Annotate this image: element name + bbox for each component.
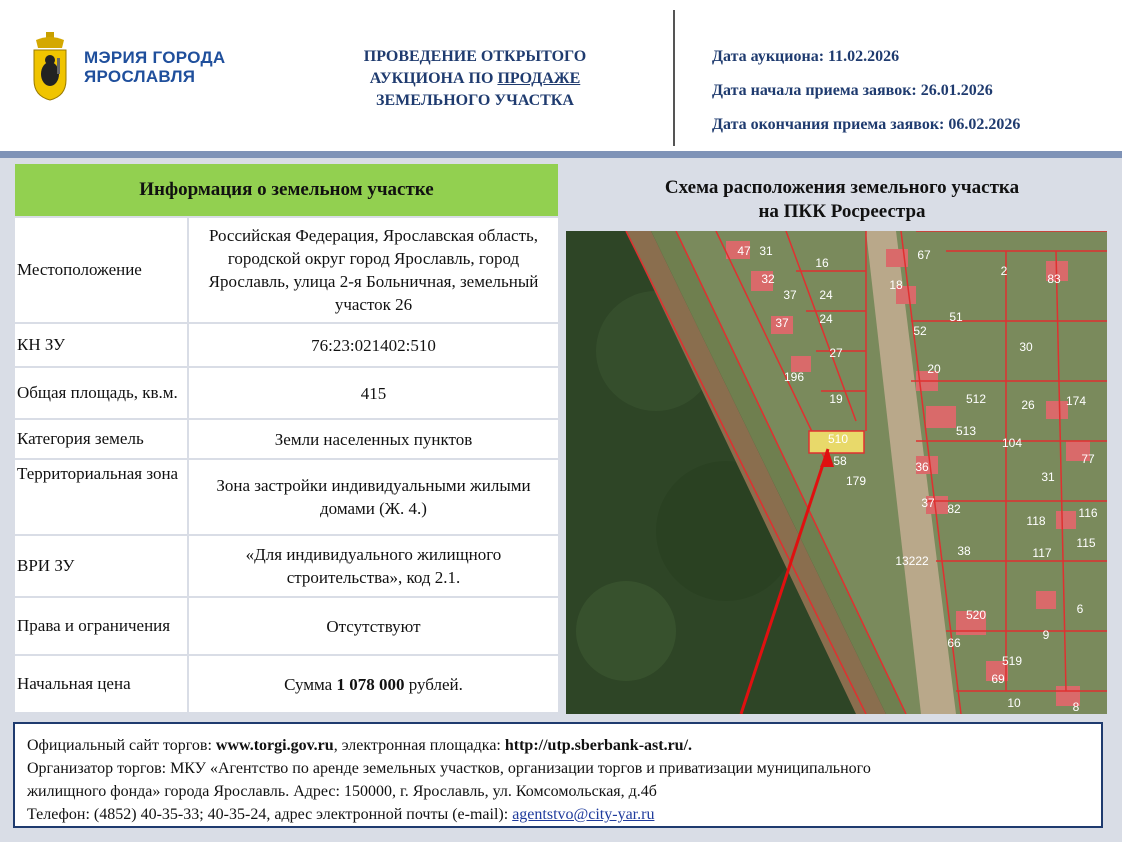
parcel-number-label: 196 (783, 370, 805, 384)
parcel-number-label: 30 (1019, 340, 1033, 354)
row-value-cadastral: 76:23:021402:510 (188, 323, 559, 367)
torgi-link[interactable]: www.torgi.gov.ru (215, 737, 334, 754)
auction-title-underlined: ПРОДАЖЕ (497, 70, 581, 87)
auction-date: Дата аукциона: 11.02.2026 (712, 48, 900, 65)
email-link[interactable]: agentstvo@city-yar.ru (512, 806, 655, 823)
row-value-zone: Зона застройки индивидуальными жилыми домами (Ж. 4.) (188, 459, 559, 535)
parcel-number-label: 67 (917, 248, 931, 262)
auction-title (320, 46, 630, 112)
logo-text-line2: ЯРОСЛАВЛЯ (84, 67, 196, 86)
parcel-number-label: 36 (915, 460, 929, 474)
row-key-rights: Права и ограничения (14, 597, 188, 655)
auction-title-prefix: АУКЦИОНА ПО (369, 70, 498, 87)
parcel-number-label: 519 (1001, 654, 1023, 668)
row-key-price: Начальная цена (14, 655, 188, 713)
parcel-number-label: 51 (949, 310, 963, 324)
parcel-number-label: 66 (947, 636, 961, 650)
parcel-number-label: 18 (889, 278, 903, 292)
row-value-land-category: Земли населенных пунктов (188, 419, 559, 459)
parcel-number-label: 10 (1007, 696, 1021, 710)
row-key-location: Местоположение (14, 217, 188, 323)
application-start-date: Дата начала приема заявок: 26.01.2026 (712, 82, 993, 99)
parcel-number-label: 47 (737, 244, 751, 258)
parcel-number-label: 19 (829, 392, 843, 406)
parcel-number-label: 58 (833, 454, 847, 468)
footer-line4 (27, 803, 1089, 826)
parcel-number-label: 118 (1026, 514, 1046, 528)
row-key-land-category: Категория земель (14, 419, 188, 459)
row-value-location: Российская Федерация, Ярославская область, городской округ город Ярославль, город Ярославль, улица 2-я Больничная, земельный участок 26 (188, 217, 559, 323)
sberbank-link[interactable]: http://utp.sberbank-ast.ru/. (504, 737, 693, 754)
parcel-number-label: 31 (1041, 470, 1055, 484)
parcel-number-label: 26 (1021, 398, 1035, 412)
parcel-number-label: 116 (1078, 506, 1098, 520)
cadastral-map-image (566, 231, 1107, 714)
application-end-date: Дата окончания приема заявок: 06.02.2026 (712, 116, 1021, 133)
map-title-line1: Схема расположения земельного участка (664, 177, 1020, 198)
row-value-price (188, 655, 559, 713)
platform-label: , электронная площадка: (333, 737, 505, 754)
parcel-number-label: 520 (965, 608, 987, 622)
parcel-number-label: 27 (829, 346, 843, 360)
map-title-line2: на ПКК Росреестра (758, 201, 926, 222)
header (0, 0, 1122, 150)
parcel-number-label: 2 (1000, 264, 1008, 278)
logo-text-line1: МЭРИЯ ГОРОДА (84, 48, 226, 67)
parcel-number-label: 174 (1065, 394, 1087, 408)
coat-of-arms-icon (28, 32, 72, 102)
parcel-number-label: 8 (1072, 700, 1080, 714)
parcel-number-label: 38 (957, 544, 971, 558)
row-value-area: 415 (188, 367, 559, 419)
parcel-number-label: 32 (761, 272, 775, 286)
parcel-number-label: 83 (1047, 272, 1061, 286)
city-hall-logo (28, 32, 226, 102)
parcel-number-label: 82 (947, 502, 961, 516)
header-divider (673, 10, 675, 146)
row-key-area: Общая площадь, кв.м. (14, 367, 188, 419)
parcel-number-label: 37 (921, 496, 935, 510)
parcel-number-label: 512 (965, 392, 987, 406)
parcel-number-label: 24 (819, 312, 833, 326)
phone-email-label: Телефон: (4852) 40-35-33; 40-35-24, адрес электронной почты (e-mail): (27, 806, 513, 823)
parcel-number-label: 52 (913, 324, 927, 338)
info-table-title: Информация о земельном участке (14, 163, 559, 217)
price-prefix: Сумма (284, 674, 337, 694)
price-amount: 1 078 000 (336, 674, 405, 694)
parcel-number-label: 115 (1076, 536, 1096, 550)
organizer-info (13, 722, 1103, 828)
parcel-number-label: 37 (775, 316, 789, 330)
footer-line1 (27, 734, 1089, 757)
auction-title-line3: ЗЕМЕЛЬНОГО УЧАСТКА (376, 92, 574, 109)
parcel-number-label: 24 (819, 288, 833, 302)
auction-title-line2 (320, 68, 630, 90)
row-value-rights: Отсутствуют (188, 597, 559, 655)
parcel-number-label: 510 (827, 432, 849, 446)
header-band (0, 151, 1122, 158)
footer-line2: Организатор торгов: МКУ «Агентство по аренде земельных участков, организации торгов и приватизации муниципального (27, 760, 871, 777)
parcel-number-label: 31 (759, 244, 773, 258)
parcel-number-label: 9 (1042, 628, 1050, 642)
row-value-permitted-use: «Для индивидуального жилищного строительства», код 2.1. (188, 535, 559, 597)
map-title (566, 176, 1118, 224)
row-key-zone: Территориальная зона (14, 459, 188, 535)
parcel-number-label: 37 (783, 288, 797, 302)
row-key-cadastral: КН ЗУ (14, 323, 188, 367)
parcel-number-label: 179 (845, 474, 867, 488)
price-suffix: рублей. (404, 674, 463, 694)
parcel-number-label: 13222 (895, 554, 929, 568)
parcel-number-label: 20 (927, 362, 941, 376)
parcel-number-label: 6 (1076, 602, 1084, 616)
parcel-number-label: 104 (1001, 436, 1023, 450)
auction-dates (712, 40, 1020, 142)
parcel-number-label: 117 (1032, 546, 1052, 560)
footer-line3: жилищного фонда» города Ярославль. Адрес: 150000, г. Ярославль, ул. Комсомольская, д.4б (27, 783, 657, 800)
row-key-permitted-use: ВРИ ЗУ (14, 535, 188, 597)
land-info-table (13, 162, 560, 714)
torgi-label: Официальный сайт торгов: (27, 737, 216, 754)
parcel-number-label: 69 (991, 672, 1005, 686)
parcel-number-label: 16 (815, 256, 829, 270)
parcel-number-label: 513 (955, 424, 977, 438)
parcel-number-label: 77 (1081, 452, 1095, 466)
cadastral-map (566, 231, 1107, 714)
auction-title-line1: ПРОВЕДЕНИЕ ОТКРЫТОГО (363, 48, 587, 65)
